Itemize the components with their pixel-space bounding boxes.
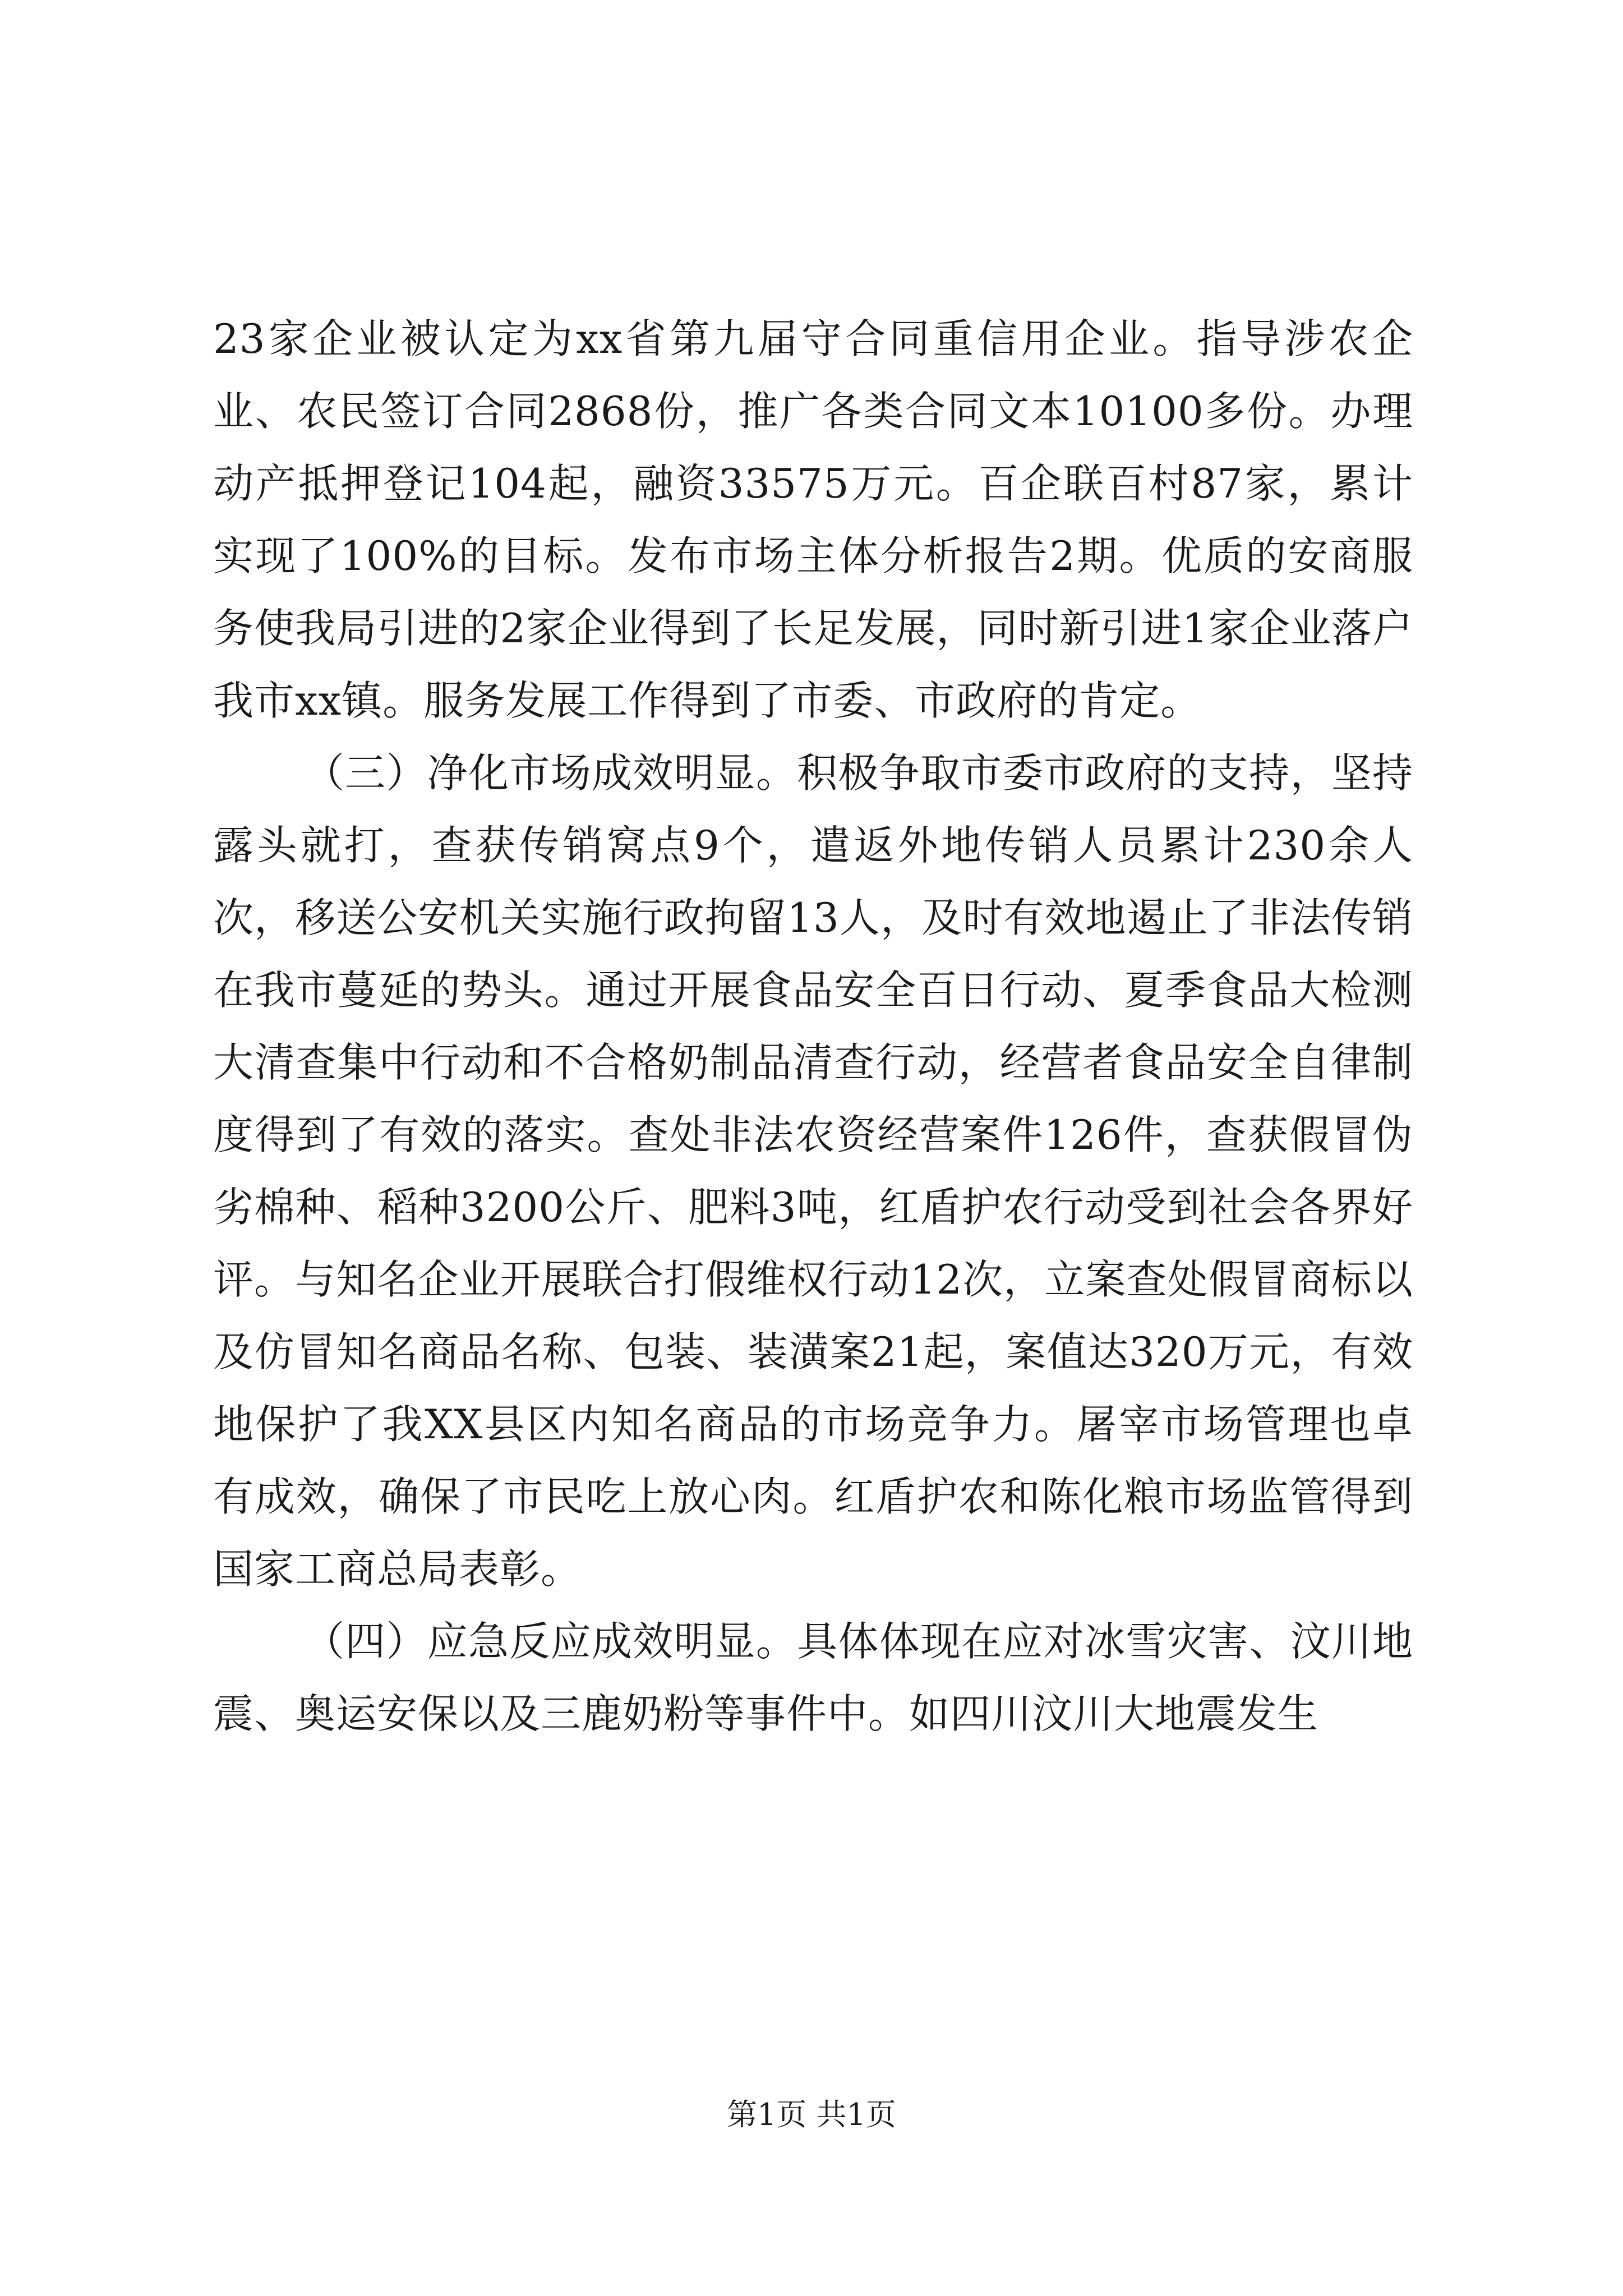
page-footer: 第1页 共1页 [727, 2097, 896, 2132]
paragraph-section-3: （三）净化市场成效明显。积极争取市委市政府的支持，坚持露头就打，查获传销窝点9个，遣返外地传销人员累计230余人次，移送公安机关实施行政拘留13人，及时有效地遏止了非法传销在我市蔓延的势头。通过开展食品安全百日行动、夏季食品大检测大清查集中行动和不合格奶制品清查行动，经营者食品安全自律制度得到了有效的落实。查处非法农资经营案件126件，查获假冒伪劣棉种、稻种3200公斤、肥料3吨，红盾护农行动受到社会各界好评。与知名企业开展联合打假维权行动12次，立案查处假冒商标以及仿冒知名商品名称、包装、装潢案21起，案值达320万元，有效地保护了我XX县区内知名商品的市场竞争力。屠宰市场管理也卓有成效，确保了市民吃上放心肉。红盾护农和陈化粮市场监管得到国家工商总局表彰。 [213, 749, 1413, 1593]
paragraph-continuation: 23家企业被认定为xx省第九届守合同重信用企业。指导涉农企业、农民签订合同2868份，推广各类合同文本10100多份。办理动产抵押登记104起，融资33575万元。百企联百村87家，累计实现了100%的目标。发布市场主体分析报告2期。优质的安商服务使我局引进的2家企业得到了长足发展，同时新引进1家企业落户我市xx镇。服务发展工作得到了市委、市政府的肯定。 [213, 315, 1413, 724]
paragraph-section-4: （四）应急反应成效明显。具体体现在应对冰雪灾害、汶川地震、奥运安保以及三鹿奶粉等事件中。如四川汶川大地震发生 [213, 1618, 1413, 1737]
document-body [213, 303, 1413, 1750]
